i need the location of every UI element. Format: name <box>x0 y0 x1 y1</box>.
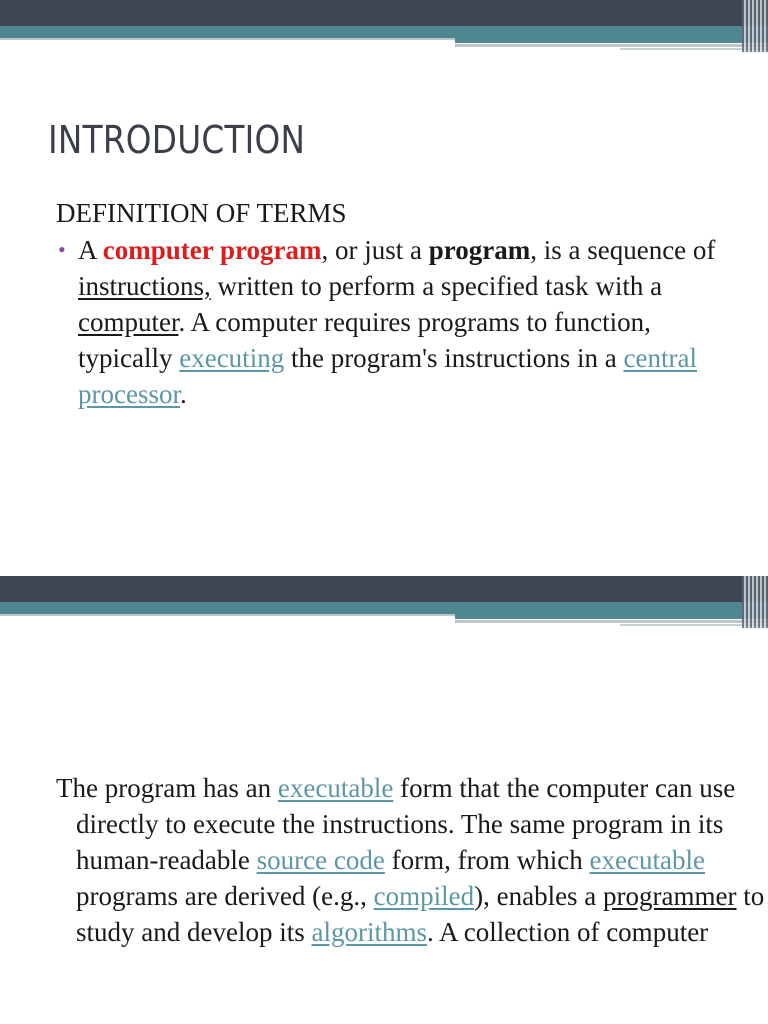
para-text-run: form, from which <box>384 845 590 875</box>
band-corner-stripes <box>742 0 768 52</box>
bullet-text-run: the program's instructions in a <box>284 343 624 373</box>
para-text-run: The program has an <box>56 773 278 803</box>
term-computer-program: computer program <box>102 235 322 265</box>
header-band <box>0 576 768 634</box>
band-dark-stripe <box>0 0 768 26</box>
band-corner-stripes <box>742 576 768 628</box>
bullet-text-run: written to perform a specified task with a <box>210 271 663 301</box>
bullet-text <box>78 232 738 412</box>
bullet-text-run: , is a sequence of <box>530 235 716 265</box>
link-executable[interactable]: executable <box>277 773 394 803</box>
band-teal-stripe <box>0 26 768 38</box>
band-teal-stripe <box>0 602 768 614</box>
para-text-run: programs are derived (e.g., <box>76 881 374 911</box>
link-algorithms[interactable]: algorithms <box>311 917 427 947</box>
link-computer[interactable]: computer <box>78 307 179 337</box>
band-light-accent <box>455 620 768 623</box>
link-source-code[interactable]: source code <box>256 845 385 875</box>
term-program: program <box>428 235 531 265</box>
body-paragraph <box>56 770 766 950</box>
header-band <box>0 0 768 58</box>
link-compiled[interactable]: compiled <box>373 881 475 911</box>
bullet-text-run: . <box>179 379 187 409</box>
para-text-run: ), enables a <box>474 881 604 911</box>
slide-2 <box>0 576 768 1024</box>
link-executing[interactable]: executing <box>179 343 285 373</box>
para-text-run: form that the computer can use directly to execute the instructions. The same program in its human-readable <box>76 773 736 875</box>
band-light-line <box>0 38 455 40</box>
band-dark-stripe <box>0 576 768 602</box>
band-teal-accent <box>455 614 768 619</box>
band-light-line <box>0 614 455 616</box>
link-executable-2[interactable]: executable <box>589 845 705 875</box>
para-text-run: to study and develop its <box>76 881 765 947</box>
bullet-text-run: , or just a <box>321 235 429 265</box>
bullet-text-run: A <box>78 235 103 265</box>
band-light-accent <box>455 44 768 47</box>
link-instructions[interactable]: instructions, <box>78 271 211 301</box>
link-central-processor[interactable]: central processor <box>78 343 697 409</box>
para-text-run: . A collection of computer <box>426 917 709 947</box>
link-programmer[interactable]: programmer <box>603 881 737 911</box>
band-teal-accent <box>455 38 768 43</box>
bullet-marker: • <box>58 237 66 262</box>
bullet-item <box>58 232 738 412</box>
slide-title: INTRODUCTION <box>48 118 306 162</box>
section-subtitle: DEFINITION OF TERMS <box>56 198 347 228</box>
bullet-text-run: . A computer requires programs to function, typically <box>78 307 651 373</box>
